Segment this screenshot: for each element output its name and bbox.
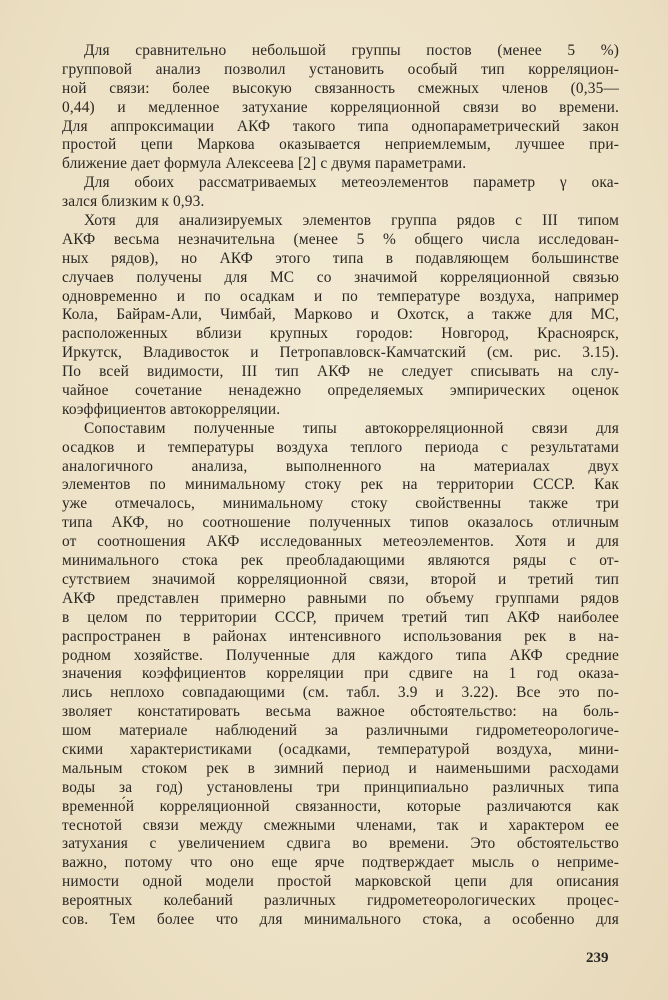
text-line: от соотношения АКФ исследованных метеоэлементов. Хотя и для	[62, 533, 619, 551]
text-line: АКФ весьма незначительна (менее 5 % общего числа исследован-	[62, 230, 619, 248]
text-line: сутствием значимой корреляционной связи, второй и третий тип	[62, 570, 619, 588]
text-line: ближение дает формула Алексеева [2] с двумя параметрами.	[62, 155, 467, 173]
text-line: скими характеристиками (осадками, температурой воздуха, мини-	[62, 740, 619, 758]
text-line: 0,44) и медленное затухание корреляционной связи во времени.	[62, 98, 619, 116]
text-line: случаев получены для МС со значимой корреляционной связью	[62, 268, 619, 286]
text-line: зволяет констатировать весьма важное обстоятельство: на боль-	[62, 703, 619, 721]
text-line: чайное сочетание ненадежно определяемых эмпирических оценок	[62, 382, 619, 400]
text-line: уже отмечалось, минимальному стоку свойственны также три	[62, 495, 619, 513]
text-line: минимального стока рек преобладающими являются ряды с от-	[62, 552, 619, 570]
text-line: Сопоставим полученные типы автокорреляционной связи для	[84, 419, 619, 437]
text-line: коэффициентов автокорреляции.	[62, 400, 281, 418]
text-line: ных рядов), но АКФ этого типа в подавляющем большинстве	[62, 249, 619, 267]
text-line: Иркутск, Владивосток и Петропавловск-Камчатский (см. рис. 3.15).	[62, 344, 619, 362]
body-text	[62, 42, 619, 930]
text-line: АКФ представлен примерно равными по объему группами рядов	[62, 589, 619, 607]
text-line: Кола, Байрам-Али, Чимбай, Марково и Охотск, а также для МС,	[62, 306, 619, 324]
text-line: одновременно и по осадкам и по температуре воздуха, например	[62, 287, 619, 305]
page-number: 239	[586, 950, 609, 966]
text-line: групповой анализ позволил установить особый тип корреляцион-	[62, 60, 619, 78]
text-line: сов. Тем более что для минимального стока, а особенно для	[62, 910, 619, 928]
paragraph-3	[62, 212, 619, 420]
text-line: шом материале наблюдений за различными гидрометеорологиче-	[62, 722, 619, 740]
text-line: расположенных вблизи крупных городов: Новгород, Красноярск,	[62, 325, 619, 343]
text-line: Для сравнительно небольшой группы постов (менее 5 %)	[84, 42, 619, 59]
text-line: распространен в районах интенсивного использования рек в на-	[62, 627, 619, 645]
text-line: в целом по территории СССР, причем третий тип АКФ наиболее	[62, 608, 619, 626]
text-line: элементов по минимальному стоку рек на территории СССР. Как	[62, 476, 619, 494]
paragraph-2	[62, 174, 619, 212]
text-line: временно́й корреляционной связанности, которые различаются как	[62, 797, 619, 815]
text-line: воды за год) установлены три принципиально различных типа	[62, 778, 619, 796]
text-line: Для аппроксимации АКФ такого типа однопараметрический закон	[62, 117, 619, 135]
text-line: осадков и температуры воздуха теплого периода с результатами	[62, 438, 619, 456]
text-line: ной связи: более высокую связанность смежных членов (0,35—	[62, 79, 619, 97]
text-line: простой цепи Маркова оказывается неприемлемым, лучшее при-	[62, 136, 619, 154]
text-line: важно, потому что оно еще ярче подтверждает мысль о неприме-	[62, 854, 619, 872]
text-line: Хотя для анализируемых элементов группа рядов с III типом	[84, 212, 619, 230]
text-line: нимости одной модели простой марковской цепи для описания	[62, 873, 619, 891]
text-line: вероятных колебаний различных гидрометеорологических процес-	[62, 892, 619, 910]
text-line: аналогичного анализа, выполненного на материалах двух	[62, 457, 619, 475]
paragraph-4	[62, 420, 619, 930]
text-line: значения коэффициентов корреляции при сдвиге на 1 год оказа-	[62, 665, 619, 683]
text-line: затухания с увеличением сдвига во времени. Это обстоятельство	[62, 835, 619, 853]
text-line: родном хозяйстве. Полученные для каждого типа АКФ средние	[62, 646, 619, 664]
text-line: типа АКФ, но соотношение полученных типов оказалось отличным	[62, 514, 619, 532]
text-line: мальным стоком рек в зимний период и наименьшими расходами	[62, 759, 619, 777]
text-line: Для обоих рассматриваемых метеоэлементов параметр γ ока-	[84, 174, 619, 192]
text-line: По всей видимости, III тип АКФ не следует списывать на слу-	[62, 363, 619, 381]
paragraph-1	[62, 42, 619, 174]
text-line: зался близким к 0,93.	[62, 193, 205, 211]
text-line: теснотой связи между смежными членами, так и характером ее	[62, 816, 619, 834]
text-line: лись неплохо совпадающими (см. табл. 3.9 и 3.22). Все это по-	[62, 684, 619, 702]
